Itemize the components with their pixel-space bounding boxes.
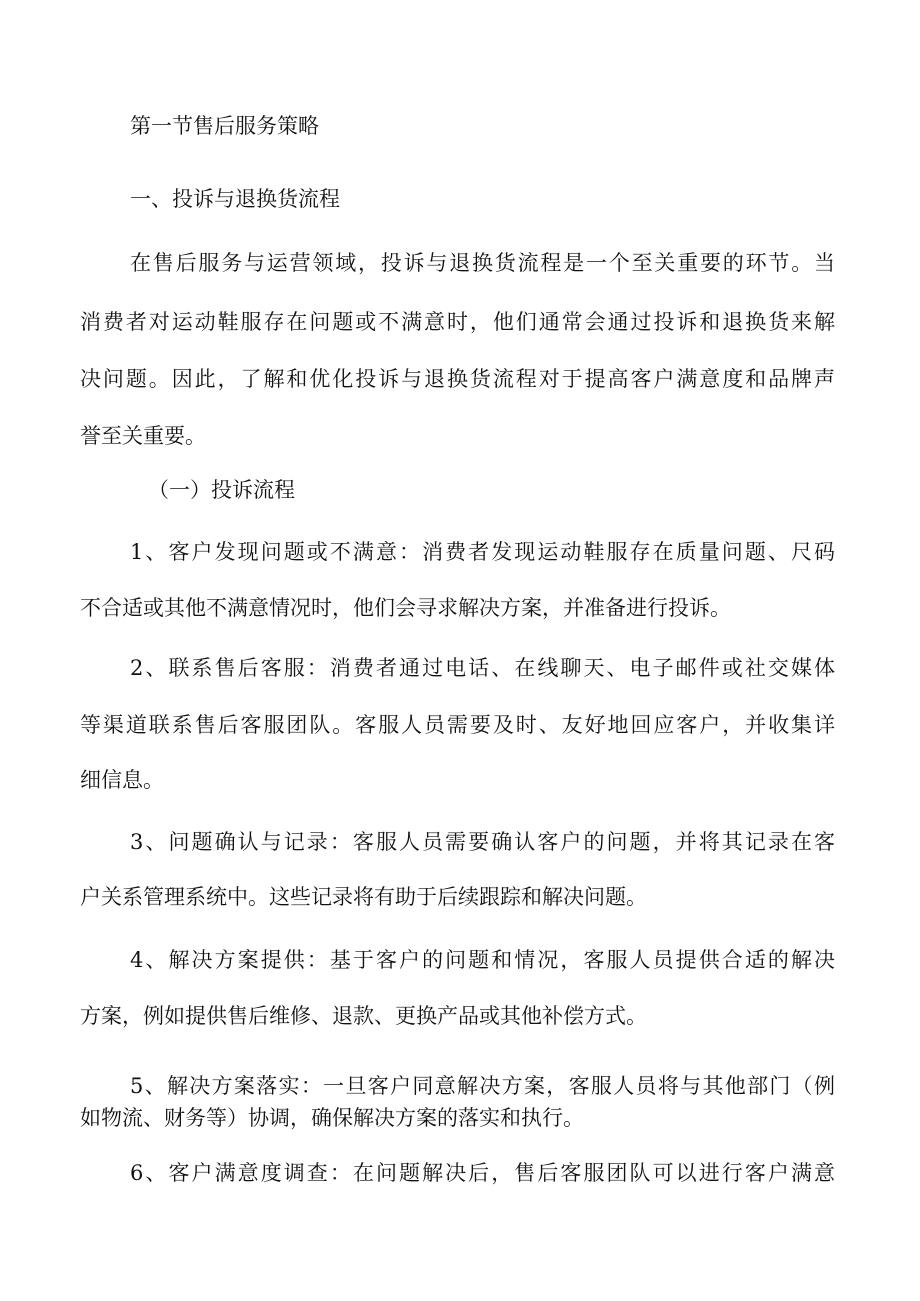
intro-line-2: 消费者对运动鞋服存在问题或不满意时，他们通常会通过投诉和退换货来解 bbox=[80, 310, 835, 334]
subheading-complaint-process: （一）投诉流程 bbox=[148, 478, 295, 502]
intro-line-1: 在售后服务与运营领域，投诉与退换货流程是一个至关重要的环节。当 bbox=[130, 251, 835, 275]
step-3-line-1: 3、问题确认与记录：客服人员需要确认客户的问题，并将其记录在客 bbox=[130, 830, 835, 854]
step-5-line-2: 如物流、财务等）协调，确保解决方案的落实和执行。 bbox=[80, 1106, 584, 1130]
step-1-line-1: 1、客户发现问题或不满意：消费者发现运动鞋服存在质量问题、尺码 bbox=[130, 540, 835, 564]
step-4-line-1: 4、解决方案提供：基于客户的问题和情况，客服人员提供合适的解决 bbox=[130, 948, 835, 972]
intro-line-4: 誉至关重要。 bbox=[80, 424, 206, 448]
step-2-line-2: 等渠道联系售后客服团队。客服人员需要及时、友好地回应客户，并收集详 bbox=[80, 713, 835, 737]
step-3-line-2: 户关系管理系统中。这些记录将有助于后续跟踪和解决问题。 bbox=[80, 885, 647, 909]
heading-complaints-returns: 一、投诉与退换货流程 bbox=[130, 187, 340, 211]
step-5-line-1: 5、解决方案落实：一旦客户同意解决方案，客服人员将与其他部门（例 bbox=[130, 1074, 835, 1098]
section-title: 第一节售后服务策略 bbox=[130, 114, 319, 138]
step-4-line-2: 方案，例如提供售后维修、退款、更换产品或其他补偿方式。 bbox=[80, 1004, 647, 1028]
step-6-line-1: 6、客户满意度调查：在问题解决后，售后客服团队可以进行客户满意 bbox=[130, 1161, 835, 1185]
intro-line-3: 决问题。因此，了解和优化投诉与退换货流程对于提高客户满意度和品牌声 bbox=[80, 367, 835, 391]
step-2-line-3: 细信息。 bbox=[80, 768, 164, 792]
step-1-line-2: 不合适或其他不满意情况时，他们会寻求解决方案，并准备进行投诉。 bbox=[80, 596, 731, 620]
step-2-line-1: 2、联系售后客服：消费者通过电话、在线聊天、电子邮件或社交媒体 bbox=[130, 656, 835, 680]
